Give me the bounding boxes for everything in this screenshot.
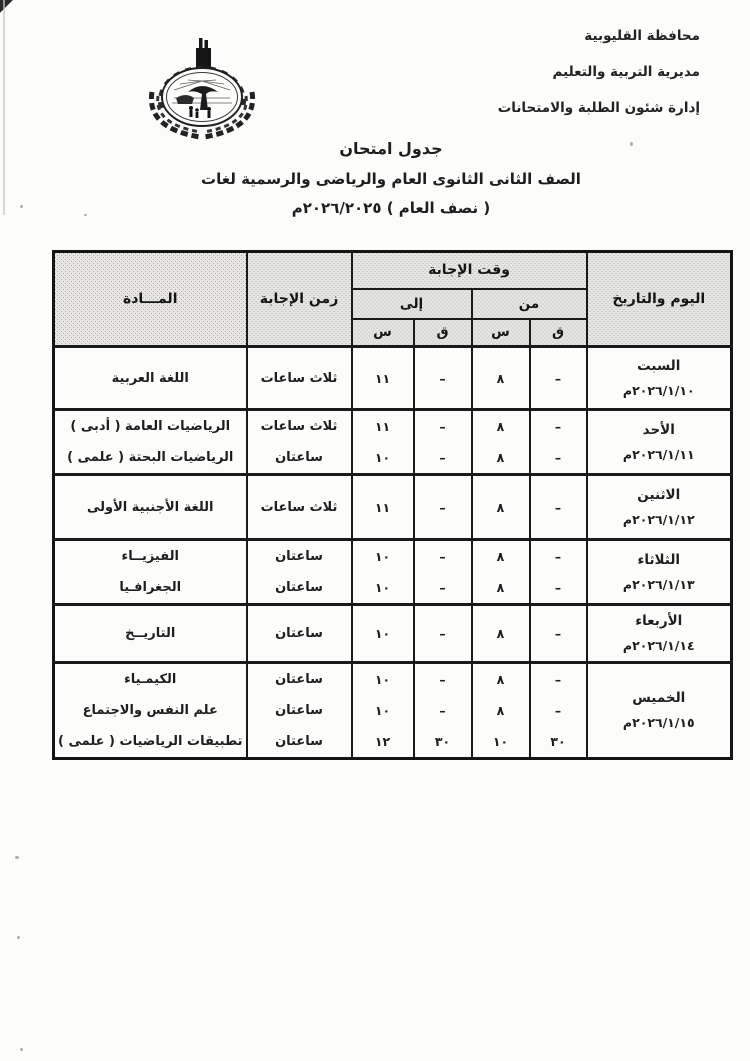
table-row: [54, 540, 732, 605]
to-minutes-cell: [414, 347, 472, 410]
scan-edge-shadow: [3, 0, 5, 215]
day-name: الاثنين: [637, 486, 681, 503]
time-value: –: [439, 419, 446, 434]
letterhead-directorate: مديرية التربية والتعليم: [552, 64, 700, 80]
duration-value: ساعتان: [275, 580, 323, 595]
time-value: ١٠: [374, 703, 391, 718]
exam-schedule-table: [52, 250, 733, 760]
title-block: [52, 139, 730, 217]
time-value: ١١: [374, 370, 391, 386]
scan-speck: [15, 856, 19, 859]
time-value: ٨: [496, 549, 505, 564]
subject-name: الكيمـياء: [124, 672, 177, 687]
time-value: ١٠: [492, 734, 509, 749]
time-value: –: [554, 580, 562, 595]
duration-value: ساعتان: [275, 734, 323, 749]
to-hours-cell: [352, 663, 414, 759]
time-value: ١١: [374, 419, 391, 434]
duration-value: ثلاث ساعات: [260, 370, 338, 386]
time-value: –: [439, 499, 446, 515]
time-value: ٨: [496, 419, 505, 434]
scan-speck: [17, 936, 20, 939]
from-hours-cell: [472, 475, 530, 540]
from-minutes-cell: [530, 540, 587, 605]
time-value: –: [439, 672, 446, 687]
letterhead: [498, 28, 700, 136]
time-value: –: [439, 703, 446, 718]
to-hours-cell: [352, 410, 414, 475]
time-value: –: [554, 419, 562, 434]
day-name: الأربعاء: [635, 613, 683, 629]
day-date: ٢٠٢٦/١/١٢م: [622, 511, 695, 527]
subject-cell: [54, 347, 247, 410]
to-minutes-header: ق: [414, 319, 472, 347]
day-date-column-header: اليوم والتاريخ: [587, 252, 732, 347]
to-minutes-cell: [414, 605, 472, 663]
to-hours-cell: [352, 347, 414, 410]
duration-cell: [247, 347, 352, 410]
duration-cell: [247, 540, 352, 605]
subject-name: التاريــخ: [125, 626, 176, 641]
time-value: ١٠: [374, 580, 391, 595]
time-value: –: [554, 370, 562, 386]
scan-corner-artifact: [0, 0, 13, 20]
time-value: –: [554, 450, 562, 465]
day-date-cell: [587, 475, 732, 540]
answer-time-header: وقت الإجابة: [352, 252, 587, 289]
scan-speck: [20, 1048, 23, 1051]
to-hours-cell: [352, 475, 414, 540]
day-date-cell: [587, 347, 732, 410]
day-date: ٢٠٢٦/١/١٤م: [622, 638, 695, 653]
subject-name: الفيزيــاء: [121, 549, 179, 564]
subject-column-header: المـــادة: [54, 252, 247, 347]
duration-cell: [247, 605, 352, 663]
duration-value: ساعتان: [275, 672, 323, 687]
time-value: –: [439, 580, 446, 595]
time-value: ٨: [496, 370, 505, 386]
subject-name: الرياضيات العامة ( أدبى ): [70, 419, 231, 434]
duration-value: ساعتان: [275, 450, 323, 465]
time-value: ٨: [496, 580, 505, 595]
time-value: ٨: [496, 450, 505, 465]
duration-value: ثلاث ساعات: [260, 499, 338, 515]
to-hours-header: س: [352, 319, 414, 347]
duration-cell: [247, 663, 352, 759]
subject-name: علم النفس والاجتماع: [82, 703, 218, 718]
subject-cell: [54, 540, 247, 605]
from-minutes-header: ق: [530, 319, 587, 347]
letterhead-administration: إدارة شئون الطلبة والامتحانات: [497, 100, 700, 116]
time-value: ٨: [496, 703, 505, 718]
time-value: ٨: [496, 499, 505, 515]
from-hours-cell: [472, 347, 530, 410]
term-year-title: ( نصف العام ) ٢٠٢٦/٢٠٢٥م: [291, 199, 491, 217]
time-value: ١٠: [374, 626, 391, 641]
from-hours-cell: [472, 605, 530, 663]
letterhead-governorate: محافظة القليوبية: [584, 28, 700, 44]
to-minutes-cell: [414, 475, 472, 540]
day-name: السبت: [637, 357, 681, 374]
time-value: –: [554, 672, 562, 687]
time-value: ١١: [374, 499, 391, 515]
governorate-emblem-logo: [136, 36, 268, 140]
from-hours-cell: [472, 410, 530, 475]
table-row: [54, 475, 732, 540]
time-value: –: [554, 626, 562, 641]
to-minutes-cell: [414, 663, 472, 759]
time-value: –: [554, 499, 562, 515]
day-date: ٢٠٢٦/١/١٣م: [622, 576, 695, 592]
day-name: الخميس: [632, 690, 686, 706]
to-minutes-cell: [414, 540, 472, 605]
subject-cell: [54, 410, 247, 475]
from-minutes-cell: [530, 347, 587, 410]
to-hours-cell: [352, 605, 414, 663]
day-name: الثلاثاء: [637, 551, 681, 568]
table-row: [54, 605, 732, 663]
time-value: ١٠: [374, 672, 391, 687]
table-row: [54, 410, 732, 475]
from-minutes-cell: [530, 605, 587, 663]
time-value: –: [439, 626, 446, 641]
time-value: ٣٠: [550, 734, 566, 749]
from-hours-cell: [472, 540, 530, 605]
from-minutes-cell: [530, 663, 587, 759]
duration-value: ثلاث ساعات: [260, 419, 338, 434]
duration-cell: [247, 475, 352, 540]
from-minutes-cell: [530, 475, 587, 540]
day-date: ٢٠٢٦/١/١١م: [622, 446, 695, 462]
day-date-cell: [587, 410, 732, 475]
subject-name: اللغة الأجنبية الأولى: [87, 499, 214, 515]
from-minutes-cell: [530, 410, 587, 475]
time-value: ٨: [496, 672, 505, 687]
grade-title: الصف الثانى الثانوى العام والرياضى والرسمية لغات: [201, 170, 581, 188]
duration-value: ساعتان: [275, 703, 323, 718]
day-date-cell: [587, 540, 732, 605]
to-minutes-cell: [414, 410, 472, 475]
time-value: –: [439, 549, 446, 564]
from-hours-cell: [472, 663, 530, 759]
scan-speck: [20, 205, 23, 208]
time-value: ٣٠: [434, 734, 451, 749]
day-date: ٢٠٢٦/١/١٠م: [622, 382, 695, 398]
to-header: إلى: [352, 289, 472, 319]
day-date: ٢٠٢٦/١/١٥م: [622, 715, 695, 730]
duration-cell: [247, 410, 352, 475]
subject-name: اللغة العربية: [111, 370, 189, 386]
time-value: ١٠: [374, 549, 391, 564]
time-value: –: [554, 703, 562, 718]
duration-value: ساعتان: [275, 549, 323, 564]
table-row: [54, 663, 732, 759]
time-value: –: [554, 549, 562, 564]
subject-cell: [54, 663, 247, 759]
from-hours-header: س: [472, 319, 530, 347]
time-value: –: [439, 450, 446, 465]
subject-name: الرياضيات البحتة ( علمى ): [67, 450, 234, 465]
from-header: من: [472, 289, 587, 319]
to-hours-cell: [352, 540, 414, 605]
day-date-cell: [587, 663, 732, 759]
time-value: ١٢: [374, 734, 391, 749]
answer-duration-column-header: زمن الإجابة: [247, 252, 352, 347]
duration-value: ساعتان: [275, 626, 323, 641]
document-title: جدول امتحان: [339, 139, 443, 158]
table-row: [54, 347, 732, 410]
subject-cell: [54, 605, 247, 663]
time-value: ١٠: [374, 450, 391, 465]
day-name: الأحد: [642, 421, 675, 438]
subject-name: تطبيقات الرياضيات ( علمى ): [57, 734, 243, 749]
day-date-cell: [587, 605, 732, 663]
time-value: ٨: [496, 626, 505, 641]
subject-cell: [54, 475, 247, 540]
subject-name: الجغرافـيا: [119, 580, 182, 595]
time-value: –: [439, 370, 446, 386]
